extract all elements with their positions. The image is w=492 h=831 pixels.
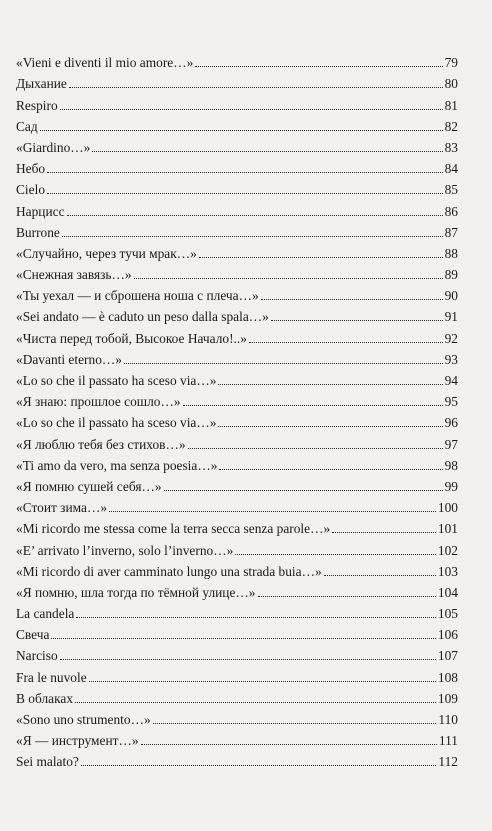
- toc-entry-page-number: 92: [444, 330, 458, 346]
- toc-entry: [16, 663, 458, 684]
- toc-entry-page-number: 107: [437, 648, 458, 664]
- toc-entry: [16, 579, 458, 600]
- toc-entry: [16, 452, 458, 473]
- dot-leader: [92, 151, 442, 152]
- dot-leader: [235, 554, 436, 555]
- dot-leader: [219, 469, 442, 470]
- dot-leader: [51, 638, 435, 639]
- toc-entry-page-number: 84: [444, 161, 458, 177]
- toc-entry: [16, 197, 458, 218]
- toc-entry-page-number: 91: [444, 309, 458, 325]
- toc-entry: [16, 727, 458, 748]
- toc-entry-page-number: 103: [437, 563, 458, 579]
- table-of-contents: [16, 49, 458, 769]
- toc-entry-title: Narciso: [16, 648, 58, 664]
- toc-entry-title: «Sei andato — è caduto un peso dalla spala…»: [16, 309, 269, 325]
- dot-leader: [81, 765, 437, 766]
- dot-leader: [261, 299, 443, 300]
- toc-entry-title: «Davanti eterno…»: [16, 351, 122, 367]
- toc-entry-title: «Giardino…»: [16, 139, 91, 155]
- toc-entry: [16, 324, 458, 345]
- toc-entry: [16, 600, 458, 621]
- dot-leader: [199, 257, 443, 258]
- toc-entry-page-number: 100: [437, 500, 458, 516]
- toc-entry: [16, 430, 458, 451]
- toc-entry: [16, 240, 458, 261]
- toc-entry-page-number: 81: [444, 97, 458, 113]
- toc-entry-page-number: 79: [444, 55, 458, 71]
- dot-leader: [183, 405, 443, 406]
- toc-entry-title: «Vieni e diventi il mio amore…»: [16, 55, 194, 71]
- toc-entry-page-number: 105: [437, 606, 458, 622]
- toc-entry: [16, 367, 458, 388]
- dot-leader: [164, 490, 443, 491]
- toc-entry: [16, 346, 458, 367]
- dot-leader: [69, 87, 443, 88]
- toc-entry-page-number: 101: [437, 521, 458, 537]
- toc-entry-page-number: 94: [444, 373, 458, 388]
- dot-leader: [124, 363, 443, 364]
- dot-leader: [75, 702, 436, 703]
- toc-entry-page-number: 80: [444, 76, 458, 92]
- toc-entry-title: «Снежная завязь…»: [16, 267, 132, 283]
- toc-entry: [16, 558, 458, 579]
- toc-entry-page-number: 99: [444, 478, 458, 494]
- toc-entry-page-number: 96: [444, 415, 458, 431]
- toc-entry-title: «Я помню, шла тогда по тёмной улице…»: [16, 584, 256, 600]
- toc-entry-title: Сад: [16, 118, 38, 134]
- toc-entry: [16, 409, 458, 430]
- dot-leader: [249, 342, 443, 343]
- dot-leader: [47, 193, 443, 194]
- toc-entry-page-number: 98: [444, 457, 458, 473]
- toc-entry-page-number: 110: [438, 712, 458, 727]
- toc-entry: [16, 536, 458, 557]
- toc-entry: [16, 261, 458, 282]
- toc-entry-page-number: 89: [444, 267, 458, 283]
- toc-entry: [16, 515, 458, 536]
- toc-entry-page-number: 93: [444, 351, 458, 367]
- dot-leader: [218, 384, 442, 385]
- toc-entry-title: «Я люблю тебя без стихов…»: [16, 436, 186, 452]
- toc-entry-title: «Я помню сушей себя…»: [16, 478, 162, 494]
- toc-entry-page-number: 106: [437, 627, 458, 643]
- dot-leader: [188, 448, 443, 449]
- dot-leader: [324, 575, 436, 576]
- dot-leader: [40, 130, 443, 131]
- toc-entry-title: Свеча: [16, 627, 50, 643]
- toc-entry: [16, 70, 458, 91]
- dot-leader: [271, 320, 443, 321]
- toc-entry-title: Дыхание: [16, 76, 67, 92]
- dot-leader: [141, 744, 437, 745]
- toc-entry-page-number: 87: [444, 224, 458, 240]
- toc-entry: [16, 282, 458, 303]
- toc-entry: [16, 303, 458, 324]
- dot-leader: [67, 215, 443, 216]
- toc-entry-title: «Mi ricordo di aver camminato lungo una strada buia…»: [16, 563, 322, 579]
- toc-entry-title: «E’ arrivato l’inverno, solo l’inverno…»: [16, 542, 234, 558]
- dot-leader: [47, 172, 442, 173]
- toc-entry: [16, 155, 458, 176]
- toc-entry: [16, 473, 458, 494]
- toc-entry: [16, 91, 458, 112]
- toc-entry-page-number: 111: [438, 733, 458, 749]
- toc-entry: [16, 219, 458, 240]
- toc-entry-page-number: 82: [444, 118, 458, 134]
- toc-entry-title: «Я знаю: прошлое сошло…»: [16, 394, 181, 410]
- toc-entry: [16, 706, 458, 727]
- toc-entry: [16, 494, 458, 515]
- toc-entry-page-number: 102: [437, 542, 458, 558]
- toc-entry-page-number: 97: [444, 436, 458, 452]
- toc-entry-title: La candela: [16, 606, 75, 622]
- toc-entry-title: «Lo so che il passato ha sceso via…»: [16, 373, 217, 388]
- toc-entry: [16, 748, 458, 769]
- dot-leader: [60, 659, 436, 660]
- toc-entry-title: Burrone: [16, 224, 60, 240]
- toc-entry-title: «Случайно, через тучи мрак…»: [16, 245, 197, 261]
- toc-entry-page-number: 104: [437, 584, 458, 600]
- dot-leader: [109, 511, 436, 512]
- toc-entry-page-number: 95: [444, 394, 458, 410]
- toc-entry: [16, 49, 458, 70]
- toc-entry-page-number: 86: [444, 203, 458, 219]
- toc-entry-title: «Lo so che il passato ha sceso via…»: [16, 415, 217, 431]
- toc-entry: [16, 621, 458, 642]
- toc-entry-title: «Чиста перед тобой, Высокое Начало!..»: [16, 330, 247, 346]
- toc-entry-title: Нарцисс: [16, 203, 65, 219]
- toc-entry-title: Respiro: [16, 97, 58, 113]
- dot-leader: [76, 617, 436, 618]
- toc-entry-title: Небо: [16, 161, 46, 177]
- toc-entry: [16, 685, 458, 706]
- toc-entry: [16, 642, 458, 663]
- toc-entry: [16, 113, 458, 134]
- dot-leader: [153, 723, 437, 724]
- dot-leader: [134, 278, 443, 279]
- toc-entry: [16, 388, 458, 409]
- toc-entry-page-number: 90: [444, 288, 458, 304]
- toc-entry-page-number: 88: [444, 245, 458, 261]
- toc-entry-title: «Ты уехал — и сброшена ноша с плеча…»: [16, 288, 259, 304]
- toc-entry-title: «Sono uno strumento…»: [16, 712, 151, 727]
- toc-entry-title: Fra le nuvole: [16, 669, 87, 685]
- dot-leader: [60, 109, 443, 110]
- toc-entry-page-number: 108: [437, 669, 458, 685]
- toc-entry-page-number: 85: [444, 182, 458, 198]
- toc-entry-title: «Стоит зима…»: [16, 500, 108, 516]
- dot-leader: [62, 236, 443, 237]
- toc-entry-title: «Mi ricordo me stessa come la terra secca senza parole…»: [16, 521, 331, 537]
- toc-entry-page-number: 109: [437, 690, 458, 706]
- toc-entry-page-number: 83: [444, 139, 458, 155]
- toc-entry-title: Sei malato?: [16, 754, 79, 770]
- toc-entry-title: «Я — инструмент…»: [16, 733, 139, 749]
- toc-entry-page-number: 112: [438, 754, 458, 770]
- dot-leader: [218, 426, 442, 427]
- toc-entry: [16, 176, 458, 197]
- toc-entry-title: В облаках: [16, 690, 74, 706]
- dot-leader: [258, 596, 436, 597]
- toc-entry-title: «Ti amo da vero, ma senza poesia…»: [16, 457, 218, 473]
- dot-leader: [195, 66, 442, 67]
- toc-entry: [16, 134, 458, 155]
- dot-leader: [89, 681, 436, 682]
- dot-leader: [332, 532, 436, 533]
- toc-entry-title: Cielo: [16, 182, 46, 198]
